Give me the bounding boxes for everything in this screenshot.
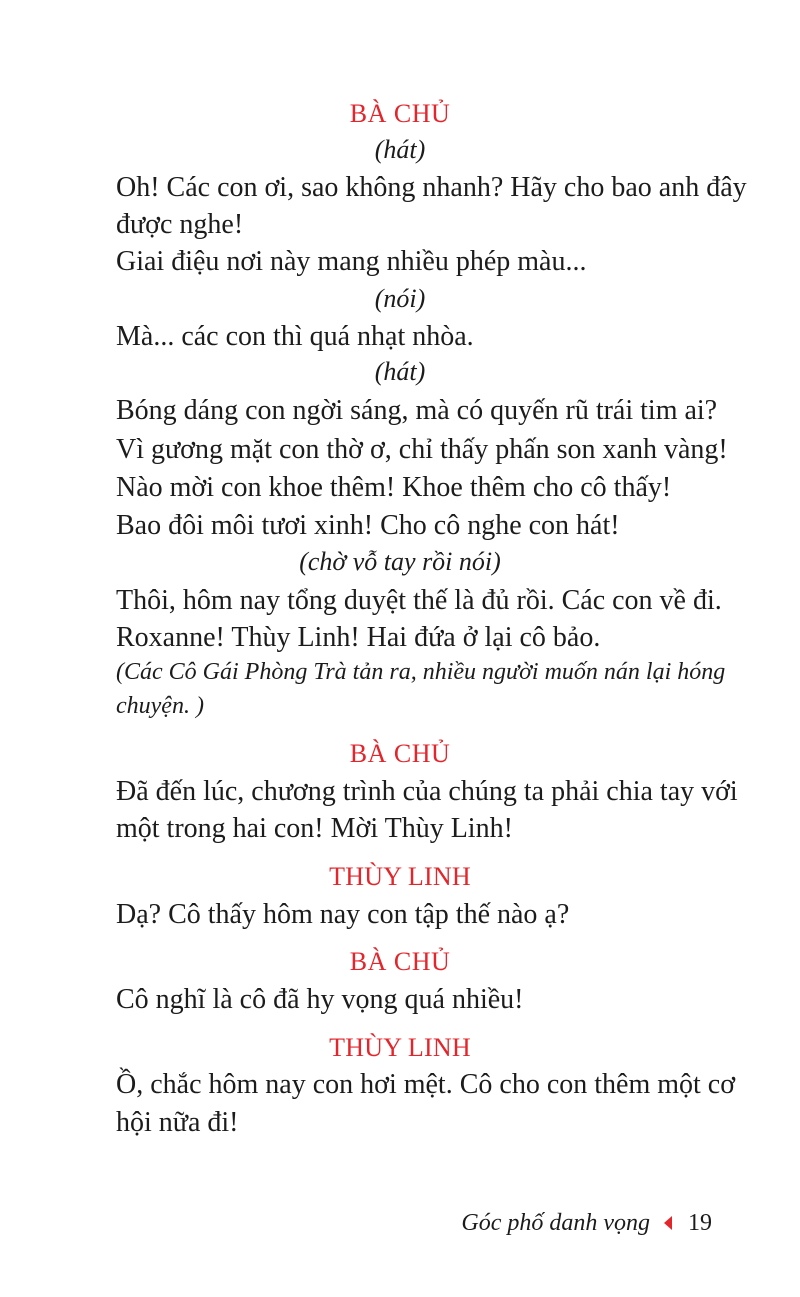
stage-note: chuyện. ) [116,693,204,719]
running-title: Góc phố danh vọng [461,1210,650,1236]
dialogue-line: Đã đến lúc, chương trình của chúng ta phải chia tay với [116,776,738,807]
speaker-ba-chu: BÀ CHỦ [349,947,451,976]
dialogue-line: một trong hai con! Mời Thùy Linh! [116,813,513,844]
stage-note: (Các Cô Gái Phòng Trà tản ra, nhiều người muốn nán lại hóng [116,659,726,685]
dialogue-line: Roxanne! Thùy Linh! Hai đứa ở lại cô bảo. [116,622,601,653]
page-footer [461,1207,712,1239]
dialogue-line: Bao đôi môi tươi xinh! Cho cô nghe con hát! [116,510,620,541]
speaker-thuy-linh: THÙY LINH [329,1033,471,1062]
dialogue-line: Cô nghĩ là cô đã hy vọng quá nhiều! [116,984,524,1015]
dialogue-line: Mà... các con thì quá nhạt nhòa. [116,321,474,352]
dialogue-line: Ồ, chắc hôm nay con hơi mệt. Cô cho con thêm một cơ [116,1069,736,1100]
dialogue-line: Dạ? Cô thấy hôm nay con tập thế nào ạ? [116,899,570,930]
stage-direction: (chờ vỗ tay rồi nói) [299,547,501,576]
speaker-ba-chu: BÀ CHỦ [349,739,451,768]
speaker-ba-chu: BÀ CHỦ [349,99,451,128]
triangle-left-icon [664,1216,672,1230]
stage-direction: (hát) [374,135,426,164]
page-number: 19 [688,1210,712,1236]
dialogue-line: Vì gương mặt con thờ ơ, chỉ thấy phấn son xanh vàng! [116,434,728,465]
dialogue-line: Nào mời con khoe thêm! Khoe thêm cho cô thấy! [116,472,672,503]
dialogue-line: Oh! Các con ơi, sao không nhanh? Hãy cho bao anh đây [116,172,747,203]
dialogue-line: được nghe! [116,209,244,240]
dialogue-line: hội nữa đi! [116,1107,239,1138]
dialogue-line: Bóng dáng con ngời sáng, mà có quyến rũ trái tim ai? [116,395,718,426]
dialogue-line: Giai điệu nơi này mang nhiều phép màu... [116,246,587,277]
stage-direction: (nói) [374,284,426,313]
speaker-thuy-linh: THÙY LINH [329,862,471,891]
dialogue-line: Thôi, hôm nay tổng duyệt thế là đủ rồi. Các con về đi. [116,585,722,616]
stage-direction: (hát) [374,357,426,386]
